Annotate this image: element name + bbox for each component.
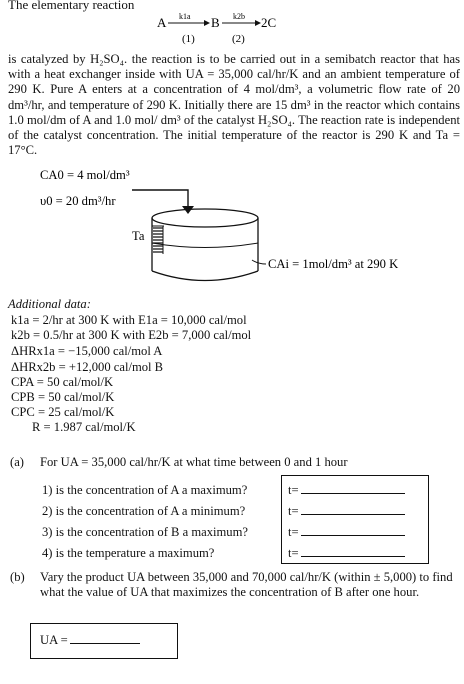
answer-blank[interactable] bbox=[301, 504, 405, 515]
ambient-temperature-label: Ta bbox=[132, 229, 145, 243]
reaction-arrowhead-1 bbox=[204, 20, 210, 26]
additional-data-title: Additional data: bbox=[8, 297, 91, 311]
feed-pipe bbox=[132, 190, 188, 208]
feed-concentration-label: CA0 = 4 mol/dm³ bbox=[40, 168, 130, 182]
initial-condition-leader bbox=[252, 260, 266, 264]
answer-blank[interactable] bbox=[301, 546, 405, 557]
additional-data-line: CPA = 50 cal/mol/K bbox=[11, 375, 114, 389]
problem-paragraph: is catalyzed by H₂SO₄. the reaction is to be carried out in a semibatch reactor that has with a heat exchanger inside with UA = 35,000 cal/hr/K and an ambient temperature of 290 K. Pure A enters at a concentration of 4 mol/dm³, a volumetric flow rate of 20 dm³/hr, and temperature of 290 K. Initially there are 15 dm³ in the reactor which contains 1.0 mol/dm of A and 1.0 mol/ dm³ of the catalyst H₂SO₄. The reaction rate is independent of the catalyst concentration. The initial temperature of the reactor is 290 K and Ta = 17°C. bbox=[8, 52, 460, 158]
initial-concentration-label: CAi = 1mol/dm³ at 290 K bbox=[268, 257, 399, 271]
answer-field-2[interactable] bbox=[288, 504, 405, 519]
liquid-level bbox=[152, 243, 258, 248]
question-item: 2) is the concentration of A a minimum? bbox=[42, 504, 246, 518]
question-item: 4) is the temperature a maximum? bbox=[42, 546, 215, 560]
answer-field-1[interactable] bbox=[288, 483, 405, 498]
ua-answer-field[interactable] bbox=[40, 633, 140, 648]
species-c: 2C bbox=[261, 15, 277, 30]
additional-data-line: k1a = 2/hr at 300 K with E1a = 10,000 cal/mol bbox=[11, 313, 247, 327]
feed-flow-label: υ0 = 20 dm³/hr bbox=[40, 194, 116, 208]
question-item: 3) is the concentration of B a maximum? bbox=[42, 525, 248, 539]
additional-data-line: CPC = 25 cal/mol/K bbox=[11, 405, 115, 419]
ua-answer-blank[interactable] bbox=[70, 633, 140, 644]
step-2-label: (2) bbox=[232, 33, 245, 45]
additional-data-line: k2b = 0.5/hr at 300 K with E2b = 7,000 cal/mol bbox=[11, 328, 252, 342]
answer-label: t= bbox=[288, 504, 299, 518]
tank-bottom bbox=[152, 271, 258, 281]
ua-answer-label: UA = bbox=[40, 633, 68, 647]
part-b-label: (b) bbox=[10, 570, 25, 584]
part-b-text: Vary the product UA between 35,000 and 70,000 cal/hr/K (within ± 5,000) to find what the value of UA that maximizes the concentration of B after one hour. bbox=[40, 570, 453, 599]
additional-data-line: ΔHRx2b = +12,000 cal/mol B bbox=[11, 360, 164, 374]
question-item: 1) is the concentration of A a maximum? bbox=[42, 483, 248, 497]
answer-blank[interactable] bbox=[301, 483, 405, 494]
answer-field-3[interactable] bbox=[288, 525, 405, 540]
part-a-label: (a) bbox=[10, 455, 24, 469]
additional-data-line: CPB = 50 cal/mol/K bbox=[11, 390, 115, 404]
additional-data-line: R = 1.987 cal/mol/K bbox=[32, 420, 136, 434]
answer-blank[interactable] bbox=[301, 525, 405, 536]
intro-text: The elementary reaction bbox=[8, 0, 135, 12]
species-a: A bbox=[157, 15, 167, 30]
species-b: B bbox=[211, 15, 220, 30]
answer-label: t= bbox=[288, 525, 299, 539]
answer-label: t= bbox=[288, 546, 299, 560]
reaction-scheme bbox=[157, 12, 297, 52]
answer-label: t= bbox=[288, 483, 299, 497]
heat-exchanger-coil-icon bbox=[153, 228, 163, 252]
answer-field-4[interactable] bbox=[288, 546, 405, 561]
part-a-text: For UA = 35,000 cal/hr/K at what time between 0 and 1 hour bbox=[40, 455, 348, 469]
step-1-label: (1) bbox=[182, 33, 195, 45]
additional-data-line: ΔHRx1a = −15,000 cal/mol A bbox=[11, 344, 163, 358]
reactor-figure bbox=[40, 168, 420, 293]
tank-top bbox=[152, 209, 258, 227]
rate-constant-k1a: k1a bbox=[179, 12, 191, 21]
rate-constant-k2b: k2b bbox=[233, 12, 245, 21]
